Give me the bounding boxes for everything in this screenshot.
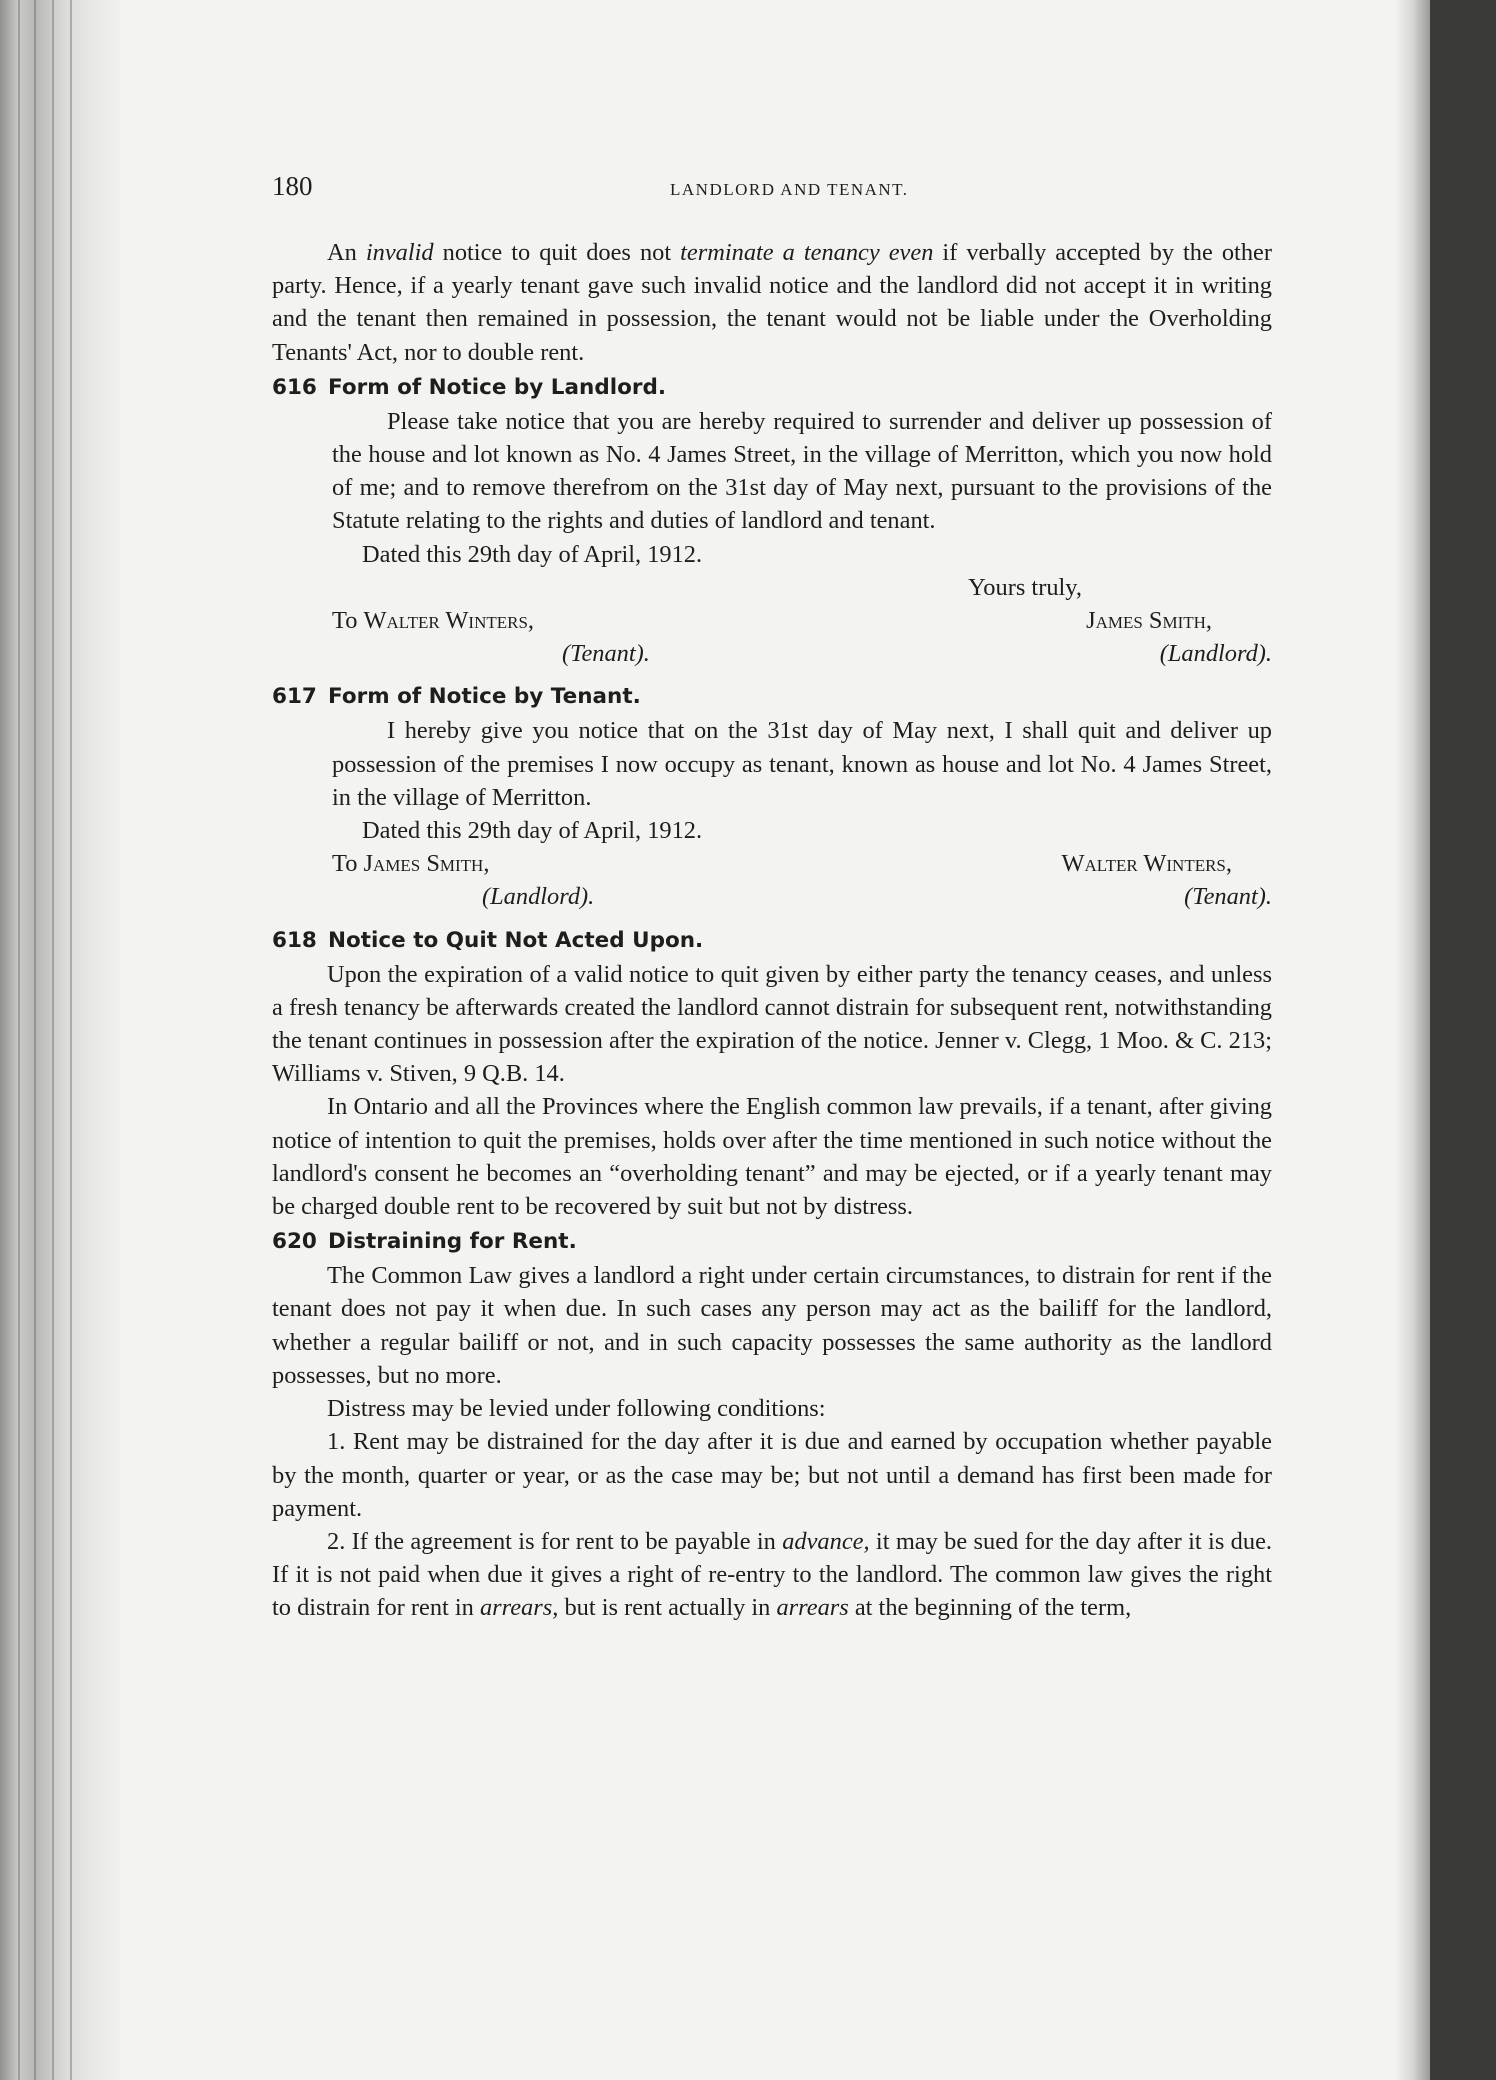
form-closing: Yours truly, [968, 573, 1082, 601]
page-header [272, 170, 1272, 210]
signature-row: To James Smith, Walter Winters, [332, 850, 1232, 878]
landlord-notice-form [332, 405, 1272, 671]
paragraph: In Ontario and all the Provinces where the English common law prevails, if a tenant, after giving notice of intention to quit the premises, holds over after the time mentioned in such notice without the landlord's consent he becomes an “overholding tenant” and may be ejected, or if a yearly tenant may be charged double rent to be recovered by suit but not by distress. [272, 1093, 1272, 1221]
paragraph: Upon the expiration of a valid notice to quit given by either party the tenancy ceases, and unless a fresh tenancy be afterwards created the landlord cannot distrain for subsequent rent, notwithstanding the tenant continues in possession after the expiration of the notice. Jenner v. Clegg, 1 Moo. & C. 213; Williams v. Stiven, 9 Q.B. 14. [272, 960, 1272, 1088]
running-head: LANDLORD AND TENANT. [670, 180, 909, 199]
section-heading-616: 616 Form of Notice by Landlord. [272, 374, 667, 400]
paragraph: 1. Rent may be distrained for the day after it is due and earned by occupation whether payable by the month, quarter or year, or as the case may be; but not until a demand has first been made for payment. [272, 1428, 1272, 1522]
tenant-notice-form [332, 714, 1272, 913]
form-body: Please take notice that you are hereby required to surrender and deliver up possession of the house and lot known as No. 4 James Street, in the village of Merritton, which you now hold of me; and to remove therefrom on the 31st day of May next, pursuant to the provisions of the Statute relating to the rights and duties of landlord and tenant. [332, 407, 1272, 535]
section-heading-617: 617 Form of Notice by Tenant. [272, 684, 641, 710]
paragraph: The Common Law gives a landlord a right under certain circumstances, to distrain for rent if the tenant does not pay it when due. In such cases any person may act as the bailiff for the landlord, whether a regular bailiff or not, and in such capacity possesses the same authority as the landlord possesses, but no more. [272, 1262, 1272, 1389]
page-content [272, 170, 1272, 1625]
section-heading-618: 618 Notice to Quit Not Acted Upon. [272, 927, 704, 953]
form-body: I hereby give you notice that on the 31st day of May next, I shall quit and deliver up possession of the premises I now occupy as tenant, known as house and lot No. 4 James Street, in the village of Merritton. [332, 717, 1272, 811]
form-dated: Dated this 29th day of April, 1912. [362, 817, 703, 845]
page-edge-shadow [1395, 0, 1430, 2080]
form-dated: Dated this 29th day of April, 1912. [362, 540, 703, 568]
paragraph: Distress may be levied under following conditions: [327, 1395, 826, 1423]
signature-roles: (Tenant). (Landlord). [562, 640, 1272, 668]
signature-roles: (Landlord). (Tenant). [482, 883, 1272, 911]
book-spine [0, 0, 120, 2080]
signature-row: To Walter Winters, James Smith, [332, 607, 1212, 635]
paragraph: 2. If the agreement is for rent to be payable in advance, it may be sued for the day after it is due. If it is not paid when due it gives a right of re-entry to the landlord. The common law gives the right to distrain for rent in arrears, but is rent actually in arrears at the beginning of the term, [272, 1527, 1272, 1622]
page-number: 180 [272, 171, 313, 201]
section-heading-620: 620 Distraining for Rent. [272, 1229, 577, 1255]
intro-paragraph: An invalid notice to quit does not terminate a tenancy even if verbally accepted by the other party. Hence, if a yearly tenant gave such invalid notice and the landlord did not accept it in writing and the tenant then remained in possession, the tenant would not be liable under the Overholding Tenants' Act, nor to double rent. [272, 239, 1272, 366]
